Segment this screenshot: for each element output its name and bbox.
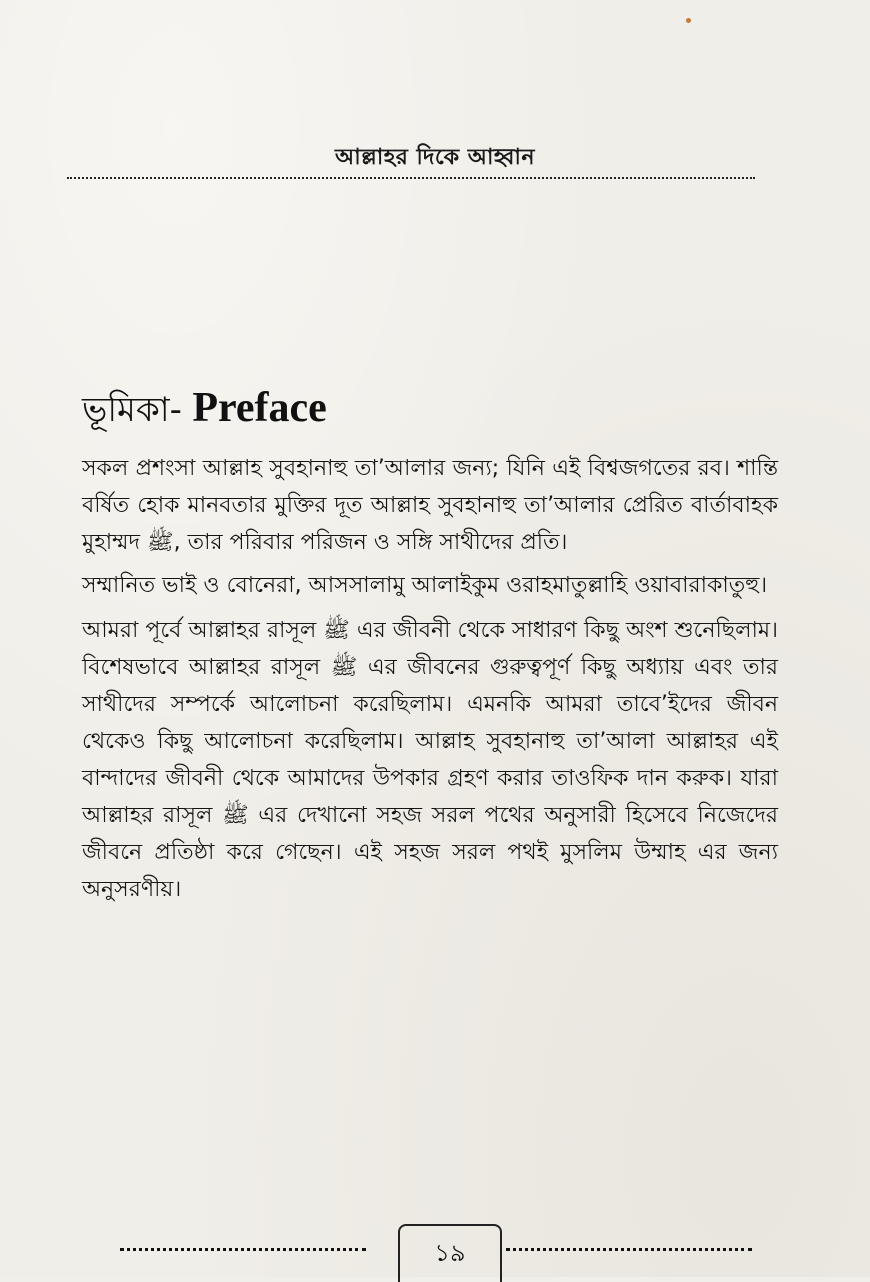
paragraph-praise: সকল প্রশংসা আল্লাহ সুবহানাহু তা’আলার জন্য; যিনি এই বিশ্বজগতের রব। শান্তি বর্ষিত হোক মানবতার মুক্তির দূত আল্লাহ সুবহানাহু তা’আলার প্রেরিত বার্তাবাহক মুহাম্মদ ﷺ, তার পরিবার পরিজন ও সঙ্গি সাথীদের প্রতি। [82,456,778,555]
preface-body [82,450,778,916]
paragraph-introduction: আমরা পূর্বে আল্লাহর রাসূল ﷺ এর জীবনী থেকে সাধারণ কিছু অংশ শুনেছিলাম। বিশেষভাবে আল্লাহর রাসূল ﷺ এর জীবনের গুরুত্বপূর্ণ কিছু অধ্যায় এবং তার সাথীদের সম্পর্কে আলোচনা করেছিলাম। এমনকি আমরা তাবে’ইদের জীবন থেকেও কিছু আলোচনা করেছিলাম। আল্লাহ সুবহানাহু তা’আলা আল্লাহর এই বান্দাদের জীবনী থেকে আমাদের উপকার গ্রহণ করার তাওফিক দান করুক। যারা আল্লাহর রাসূল ﷺ এর দেখানো সহজ সরল পথের অনুসারী হিসেবে নিজেদের জীবনে প্রতিষ্ঠা করে গেছেন। এই সহজ সরল পথই মুসলিম উম্মাহ এর জন্য অনুসরণীয়। [82,618,778,902]
header-dotted-rule [67,177,755,179]
running-title: আল্লাহর দিকে আহ্বান [335,145,535,170]
page-number: ১৯ [398,1224,502,1282]
section-heading [82,384,327,434]
section-heading-english: Preface [181,385,327,431]
ink-speck [686,18,691,23]
section-heading-bengali: ভূমিকা- [82,390,182,430]
footer-dotted-rule-left [120,1248,366,1251]
paragraph-greeting: সম্মানিত ভাই ও বোনেরা, আসসালামু আলাইকুম ওরাহমাতুল্লাহি ওয়াবারাকাতুহু। [82,573,768,598]
footer-dotted-rule-right [506,1248,752,1251]
